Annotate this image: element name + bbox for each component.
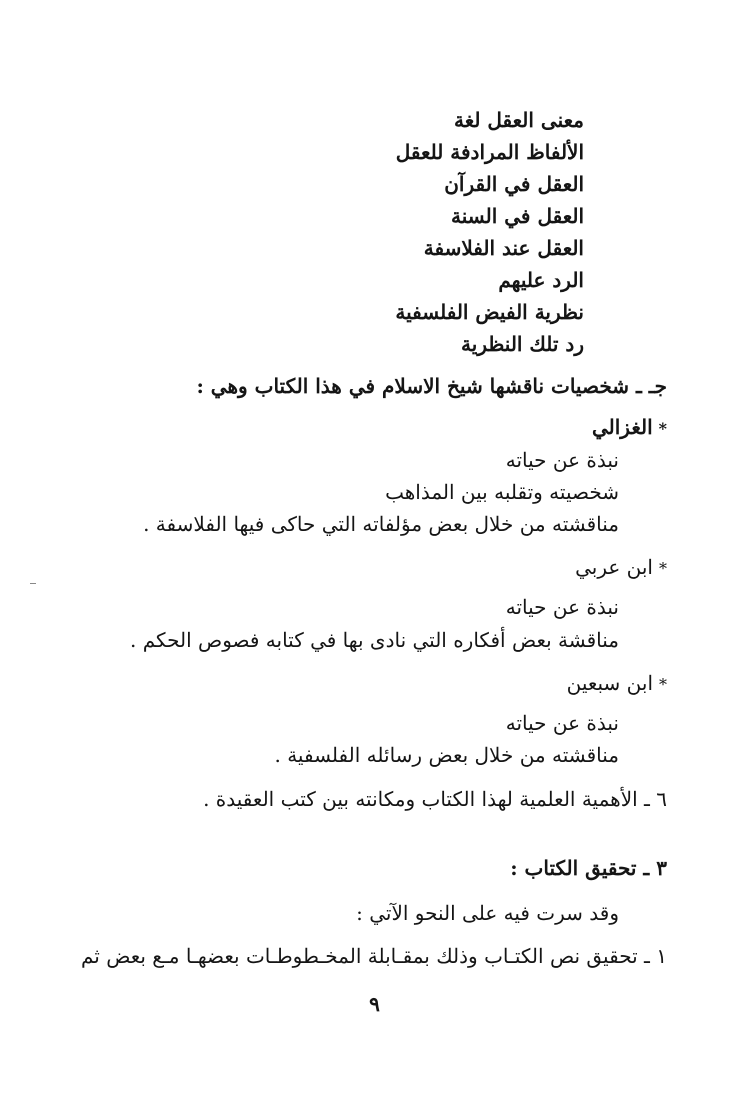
ibn-sabin-name: ابن سبعين: [566, 671, 653, 695]
ibn-sabin-item-discussion: مناقشته من خلال بعض رسائله الفلسفية .: [274, 743, 619, 767]
page-number: ٩: [369, 992, 380, 1016]
section-three-item-one: ١ ـ تحقيق نص الكتـاب وذلك بمقـابلة المخـطوطـات بعضهـا مـع بعض ثم: [80, 944, 667, 968]
ibn-sabin-item-biography: نبذة عن حياته: [505, 711, 619, 735]
topic-emanation-theory: نظرية الفيض الفلسفية: [395, 300, 584, 324]
section-c-heading: جـ ـ شخصيات ناقشها شيخ الاسلام في هذا الكتاب وهي :: [196, 374, 667, 398]
ibn-sabin-heading: [567, 668, 667, 700]
star-bullet-icon: *: [659, 559, 667, 578]
star-bullet-icon: *: [659, 675, 667, 694]
margin-mark: [30, 583, 36, 584]
topic-refute-theory: رد تلك النظرية: [461, 332, 584, 356]
section-three-heading: ٣ ـ تحقيق الكتاب :: [510, 856, 667, 880]
ghazali-item-discussion: مناقشته من خلال بعض مؤلفاته التي حاكى فيها الفلاسفة .: [143, 512, 619, 536]
ghazali-item-biography: نبذة عن حياته: [505, 448, 619, 472]
ghazali-item-personality: شخصيته وتقلبه بين المذاهب: [385, 480, 619, 504]
topic-reason-philosophers: العقل عند الفلاسفة: [423, 236, 584, 260]
topic-reason-in-quran: العقل في القرآن: [444, 172, 584, 196]
ghazali-heading: [592, 412, 667, 444]
ibn-arabi-heading: [575, 552, 667, 584]
point-six: ٦ ـ الأهمية العلمية لهذا الكتاب ومكانته بين كتب العقيدة .: [203, 787, 667, 811]
topic-refutation: الرد عليهم: [498, 268, 584, 292]
ibn-arabi-name: ابن عربي: [575, 555, 653, 579]
star-bullet-icon: *: [658, 419, 667, 438]
section-three-intro: وقد سرت فيه على النحو الآتي :: [356, 901, 619, 925]
topic-reason-in-sunnah: العقل في السنة: [451, 204, 584, 228]
topic-reason-linguistic: معنى العقل لغة: [453, 108, 584, 132]
topic-synonyms-of-reason: الألفاظ المرادفة للعقل: [395, 140, 584, 164]
ibn-arabi-item-biography: نبذة عن حياته: [505, 595, 619, 619]
ibn-arabi-item-discussion: مناقشة بعض أفكاره التي نادى بها في كتابه فصوص الحكم .: [130, 628, 619, 652]
ghazali-name: الغزالي: [591, 415, 653, 439]
